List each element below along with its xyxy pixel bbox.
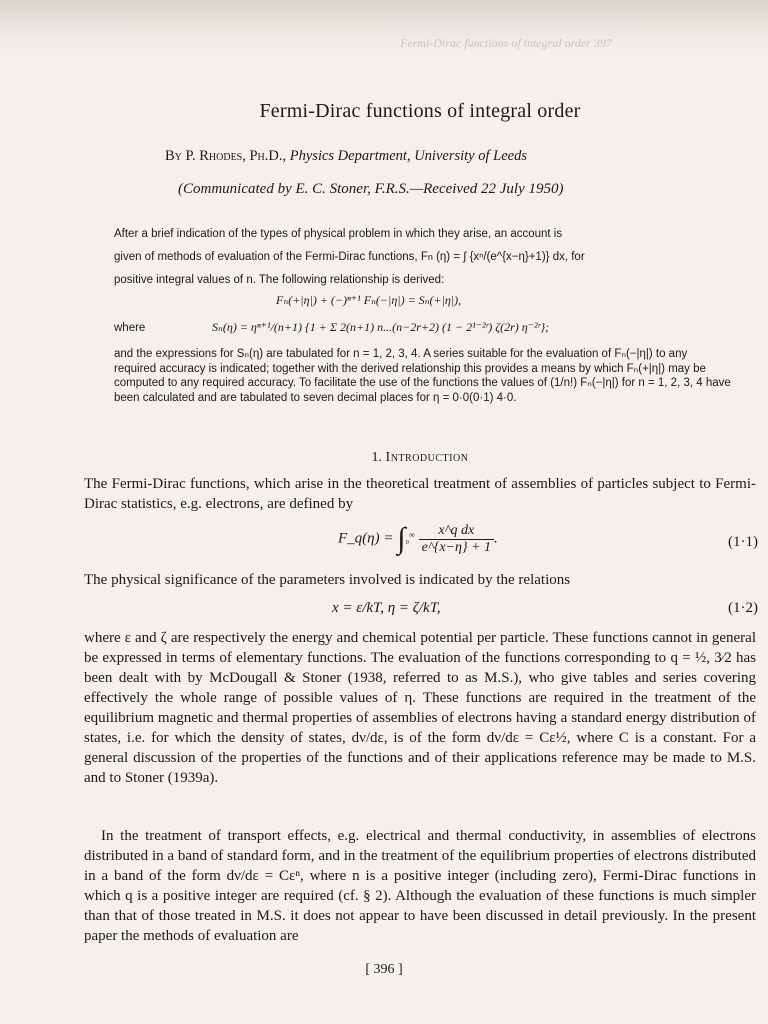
byline-by: By <box>165 148 182 164</box>
equation-1-1-tag: (1·1) <box>728 534 758 550</box>
body-paragraph-4: In the treatment of transport effects, e.g. electrical and thermal conductivity, in assemblies of electrons distributed in a band of standard form, and in the treatment of the equilibrium properties of electrons distributed in a band of the form dν/dε = Cεⁿ, where n is a positive integer (including zero), Fermi-Dirac functions in which q is a positive integer are required (cf. § 2). Although the evaluation of these functions is much simpler than that of those treated in M.S. it does not appear to have been discussed in detail previously. In the present paper the methods of evaluation are <box>84 828 756 944</box>
abstract-paragraph: and the expressions for Sₙ(η) are tabulated for n = 1, 2, 3, 4. A series suitable for the evaluation of Fₙ(−|η|) to any required accuracy is indicated; together with the derived relationship this provides a means by which Fₙ(+|η|) may be computed to any required accuracy. To facilitate the use of the functions the values of (1/n!) Fₙ(−|η|) for n = 1, 2, 3, 4 have been calculated and are tabulated to seven decimal places for η = 0·0(0·1) 4·0. <box>114 348 731 404</box>
body-paragraph-3: where ε and ζ are respectively the energy and chemical potential per particle. These functions cannot in general be expressed in terms of elementary functions. The evaluation of the functions corresponding to q = ½, 3⁄2 has been dealt with by McDougall & Stoner (1938, referred to as M.S.), who give tables and series covering effectively the whole range of possible values of η. These functions are required in the treatment of the equilibrium magnetic and thermal properties of assemblies of electrons having a standard energy distribution of states, i.e. for which the density of states, dν/dε, is of the form dν/dε = Cε½, where C is a constant. For a general discussion of the properties of the functions and of their applications reference may be made to M.S. and to Stoner (1939a). <box>84 630 756 786</box>
abstract-line-2: given of methods of evaluation of the Fermi-Dirac functions, Fn (η) = ∫ {xⁿ/(e^{x−η}+1)} dx, for <box>114 251 585 263</box>
eq1-denominator: e^{x−η} + 1 <box>421 539 491 555</box>
byline-author: P. Rhodes, Ph.D., <box>185 148 287 164</box>
abstract-line-2-pre: given of methods of evaluation of the Fermi-Dirac functions, F <box>114 251 428 263</box>
equation-1-2: x = ε/kT, η = ζ/kT, <box>332 600 441 616</box>
abstract-sn-formula: Sₙ(η) = ηⁿ⁺¹/(n+1) {1 + Σ 2(n+1) n...(n−2r+2) (1 − 2¹⁻²ʳ) ζ(2r) η⁻²ʳ}; <box>212 320 550 334</box>
eq1-lhs: F_q(η) = <box>338 530 394 547</box>
equation-1-2-tag: (1·2) <box>728 600 758 616</box>
section-number: 1. <box>371 450 383 465</box>
byline <box>165 148 527 165</box>
equation-1-1: F_q(η) = ∫₀∞ $\frac{\text{x\textasciicircum{}q dx}}{e\^{}\{x-\eta\} + 1}$ . <box>338 522 498 555</box>
body-paragraph-2: The physical significance of the parameters involved is indicated by the relations <box>84 572 571 588</box>
abstract-relation: Fₙ(+|η|) + (−)ⁿ⁺¹ Fₙ(−|η|) = Sₙ(+|η|), <box>276 293 462 307</box>
eq1-numerator: x^q dx <box>419 523 494 540</box>
section-title: Introduction <box>385 450 469 465</box>
abstract-line-3: positive integral values of n. The following relationship is derived: <box>114 274 445 286</box>
paper-title: Fermi-Dirac functions of integral order <box>259 100 581 122</box>
page-folio: [ 396 ] <box>365 962 403 977</box>
section-heading <box>0 450 768 466</box>
integral-sign-icon: ∫ <box>397 522 406 555</box>
communicated-line: (Communicated by E. C. Stoner, F.R.S.—Received 22 July 1950) <box>178 181 564 197</box>
abstract-line-2-post: (η) = ∫ {xⁿ/(e^{x−η}+1)} dx, for <box>436 251 585 263</box>
abstract-line-1: After a brief indication of the types of physical problem in which they arise, an account is <box>114 228 563 240</box>
body-paragraph-1: The Fermi-Dirac functions, which arise in the theoretical treatment of assemblies of particles subject to Fermi-Dirac statistics, e.g. electrons, are defined by <box>84 476 756 512</box>
byline-affiliation: Physics Department, University of Leeds <box>289 148 527 164</box>
eq1-fraction <box>419 523 494 556</box>
abstract-where: where <box>114 322 146 334</box>
show-through-running-head: Fermi-Dirac functions of integral order 397 <box>400 36 612 50</box>
